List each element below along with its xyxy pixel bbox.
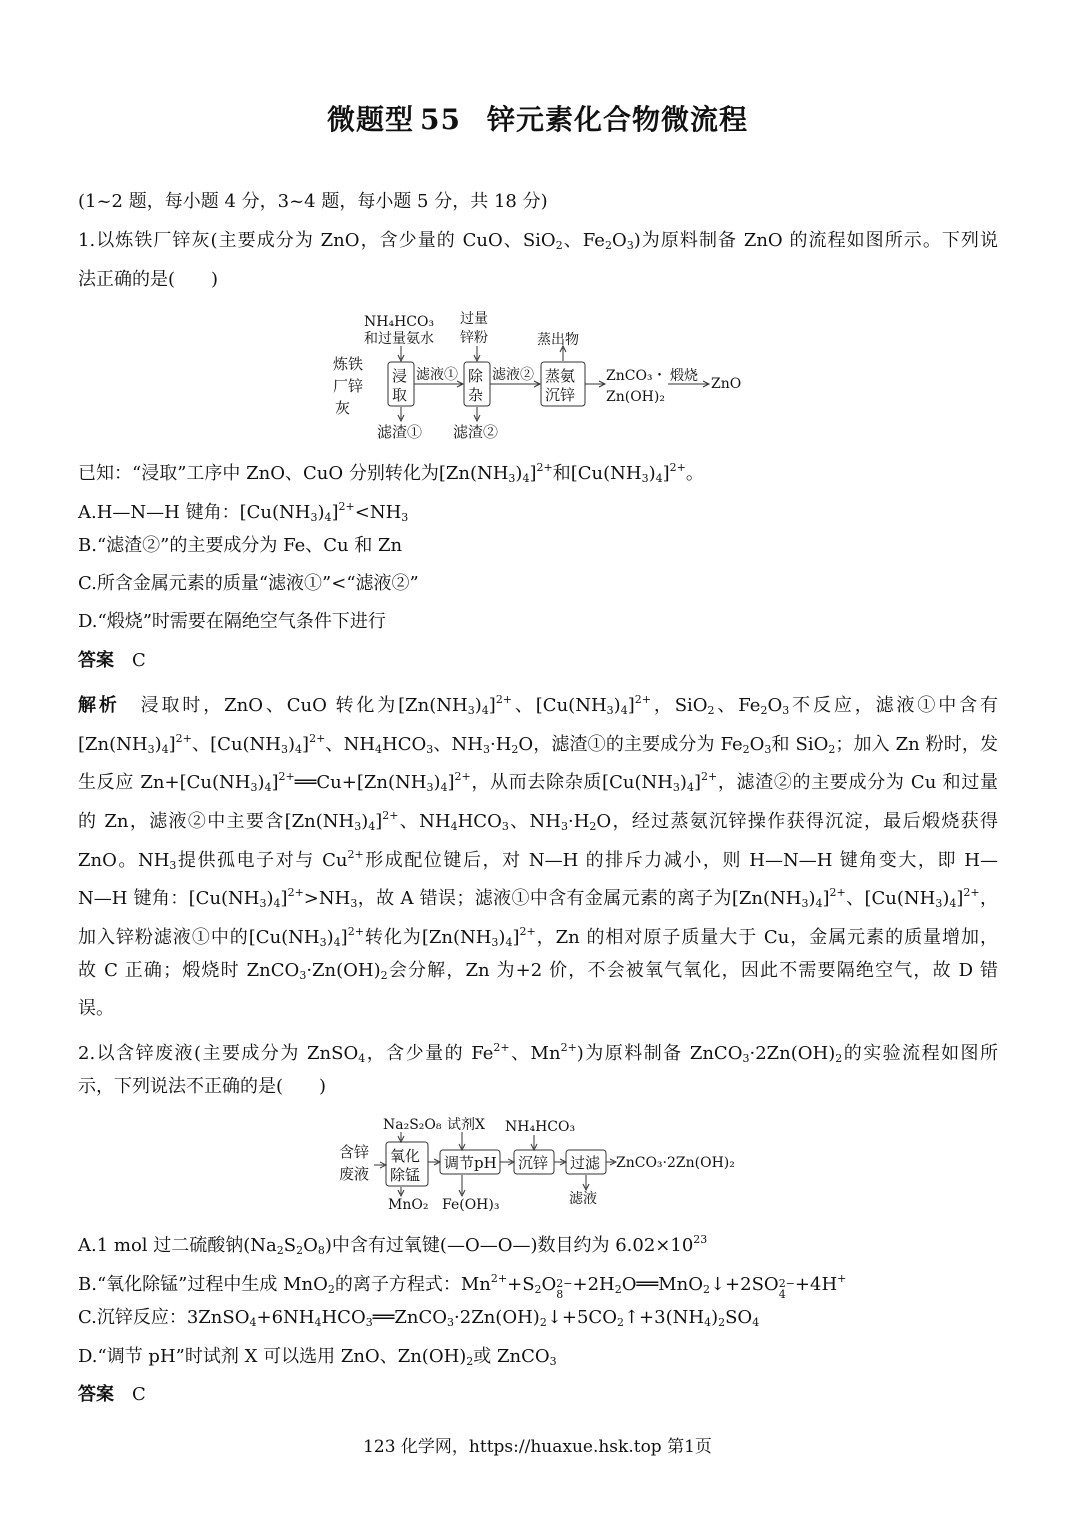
q1-stem-line2: 法正确的是( ) [78,269,219,290]
q2-box-oxidize-line1: 氧化 [390,1147,421,1165]
q2-stem-line2: 示，下列说法不正确的是( ) [78,1076,327,1097]
q2-box-adjust-ph-label: 调节pH [444,1154,497,1172]
q2-reagent-x-label: 试剂X [447,1117,485,1133]
q1-residue1-label: 滤渣① [377,423,423,441]
q1-analysis-line1: 解析 浸取时，ZnO、CuO 转化为$[Zn(NH_3)_4]^{2+}$、$[Cu(NH_3)_4]^{2+}$，SiO$_2$、$Fe_2O_3$不反应，滤液①中含有 [78,693,999,717]
page-title [0,98,1075,138]
q1-raw-line2: 厂锌 [333,377,364,395]
q1-final-product: ZnO [711,376,742,392]
q2-box-precipitate-label: 沉锌 [518,1154,549,1172]
q1-filtrate2-label: 滤液② [492,367,534,383]
q2-option-a: A.1 mol 过二硫酸钠$(Na_2S_2O_8)$中含有过氧键(—O—O—)数目约为 $6.02\times 10^{23}$ [78,1233,708,1257]
title-number: 55 [420,103,461,136]
q1-analysis-label: 解析 [78,695,120,716]
q2-product-label: ZnCO₃·2Zn(OH)₂ [616,1155,735,1171]
q1-vapor-label: 蒸出物 [537,332,579,348]
q1-filtrate1-label: 滤液① [416,367,458,383]
q1-box-purify-line1: 除 [468,367,484,385]
q1-reagent1-formula: NH₄HCO₃ [364,314,435,330]
q2-precip-reagent-label: NH₄HCO₃ [505,1119,576,1135]
q2-oxidant-label: Na₂S₂O₈ [383,1117,442,1133]
q1-answer-value: C [132,650,146,671]
q1-calcine-label: 煅烧 [670,368,698,384]
q2-option-c: C.沉锌反应：$3ZnSO_4+6NH_4HCO_3══ZnCO_3\cdot 2Zn(OH)_2↓+5CO_2↑+3(NH_4)_2SO_4$ [78,1307,760,1329]
title-text: 锌元素化合物微流程 [486,103,748,136]
q1-reagent2-line2: 锌粉 [460,330,488,346]
q2-out-feoh3: Fe(OH)₃ [442,1197,500,1213]
q1-product-line1: ZnCO₃・ [606,368,667,384]
q2-box-oxidize-line2: 除锰 [390,1166,421,1184]
q1-option-a: A.H—N—H 键角：$[Cu(NH_3)_4]^{2+}<NH_3$ [78,500,409,524]
q1-analysis-line3: 生反应 $Zn+[Cu(NH_3)_4]^{2+}══Cu+[Zn(NH_3)_4]^{2+}$，从而去除杂质$[Cu(NH_3)_4]^{2+}$，滤渣②的主要成分为 Cu 和过量 [78,770,999,794]
q2-out-filtrate: 滤液 [569,1191,597,1207]
q1-option-d: D.“煅烧”时需要在隔绝空气条件下进行 [78,611,386,632]
q1-box-precipitate-line1: 蒸氨 [545,367,576,385]
q2-out-mno2: MnO₂ [388,1197,429,1213]
q1-residue2-label: 滤渣② [453,423,499,441]
q1-option-c: C.所含金属元素的质量“滤液①”<“滤液②” [78,573,419,594]
q1-analysis-line5: ZnO。$NH_3$提供孤电子对与 $Cu^{2+}$形成配位键后，对 N—H 的排斥力减小，则 H—N—H 键角变大，即 H— [78,848,998,872]
page-footer: 123 化学网，https://huaxue.hsk.top 第1页 [363,1437,712,1457]
q1-reagent1-label: 和过量氨水 [364,331,434,347]
q1-reagent2-line1: 过量 [460,311,488,327]
q1-box-precipitate-line2: 沉锌 [545,386,576,404]
q1-analysis-line6: N—H 键角：$[Cu(NH_3)_4]^{2+}>NH_3$，故 A 错误；滤液①中含有金属元素的离子为$[Zn(NH_3)_4]^{2+}$、$[Cu(NH_3)_4]^{2+}$， [78,886,999,910]
q1-answer-label: 答案 [78,650,114,671]
q1-box-leach-line2: 取 [392,386,408,404]
q1-raw-line1: 炼铁 [333,355,364,373]
q1-analysis-line4: 的 Zn，滤液②中主要含$[Zn(NH_3)_4]^{2+}$、$NH_4HCO_3$、$NH_3\cdot H_2O$，经过蒸氨沉锌操作获得沉淀，最后煅烧获得 [78,809,999,833]
q2-option-b: B.“氧化除锰”过程中生成 MnO$_2$的离子方程式：$Mn^{2+}+S_2O$ 2− 8 $+2H_2O══MnO_2↓+2SO$ 2− 4 +4H+ [78,1272,847,1301]
q2-answer [78,1383,998,1407]
q1-analysis-line8: 故 C 正确；煅烧时 $ZnCO_3\cdot Zn(OH)_2$会分解，Zn 为+2 价，不会被氧气氧化，因此不需要隔绝空气，故 D 错 [78,960,998,982]
q2-box-filter-label: 过滤 [570,1154,601,1172]
q1-product-line2: Zn(OH)₂ [606,389,665,405]
title-prefix: 微题型 [327,103,415,136]
q1-known-condition: 已知：“浸取”工序中 ZnO、CuO 分别转化为$[Zn(NH_3)_4]^{2+}$和$[Cu(NH_3)_4]^{2+}$。 [78,461,704,485]
q1-analysis-line9: 误。 [78,998,114,1019]
q1-raw-line3: 灰 [335,399,351,417]
q1-analysis-line2: $[Zn(NH_3)_4]^{2+}$、$[Cu(NH_3)_4]^{2+}$、$NH_4HCO_3$、$NH_3\cdot H_2O$，滤渣①的主要成分为 $Fe_2O_3$和 SiO$_2$；加入 Zn 粉时，发 [78,732,999,756]
q2-raw-line1: 含锌 [339,1143,370,1161]
q1-box-leach-line1: 浸 [392,367,408,385]
q1-flow-diagram [330,306,760,448]
q1-answer [78,649,998,673]
q1-option-b: B.“滤渣②”的主要成分为 Fe、Cu 和 Zn [78,535,403,556]
q2-stem-line1: 2.以含锌废液(主要成分为 ZnSO$_4$，含少量的 $Fe^{2+}$、$Mn^{2+}$)为原料制备 $ZnCO_3\cdot 2Zn(OH)_2$的实验流程如图所 [78,1041,999,1065]
q2-answer-value: C [132,1384,146,1405]
q2-answer-label: 答案 [78,1384,114,1405]
score-note: (1~2 题，每小题 4 分，3~4 题，每小题 5 分，共 18 分) [78,191,548,212]
q2-flow-diagram [336,1110,746,1218]
q1-analysis-line7: 加入锌粉滤液①中的$[Cu(NH_3)_4]^{2+}$转化为$[Zn(NH_3)_4]^{2+}$，Zn 的相对原子质量大于 Cu，金属元素的质量增加， [78,925,999,949]
q2-raw-line2: 废液 [339,1165,370,1183]
q1-stem-line1: 1.以炼铁厂锌灰(主要成分为 ZnO，含少量的 CuO、SiO$_2$、$Fe_2O_3$)为原料制备 ZnO 的流程如图所示。下列说 [78,230,998,252]
q1-box-purify-line2: 杂 [468,386,484,404]
q2-option-d: D.“调节 pH”时试剂 X 可以选用 ZnO、$Zn(OH)_2$或 ZnCO$_3$ [78,1346,557,1368]
